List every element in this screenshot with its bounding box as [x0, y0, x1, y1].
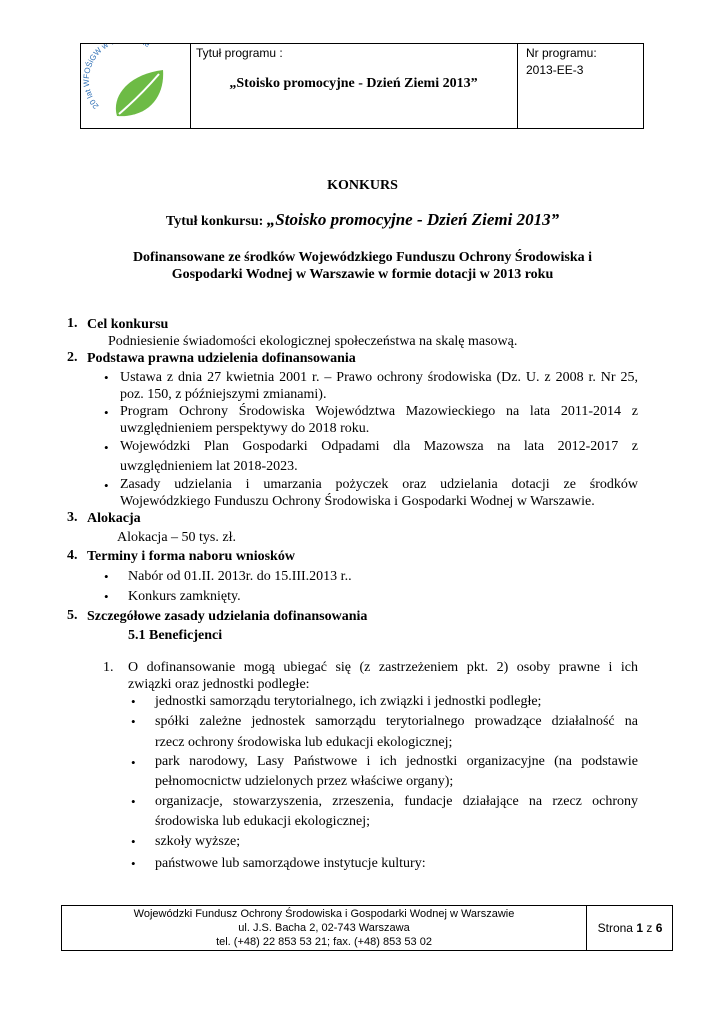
s2-item-3-line-2: uwzględnieniem lat 2018-2023. [120, 459, 298, 474]
section-5-title: Szczegółowe zasady udzielania dofinansowania [87, 609, 368, 624]
program-title-label: Tytuł programu : [196, 46, 283, 60]
bullet-icon: • [104, 589, 109, 604]
s5-item-3-line-2: pełnomocnictw udzielonych przez właściwe organy); [155, 774, 454, 789]
page-number-cell [587, 906, 673, 950]
bullet-icon: • [104, 478, 109, 493]
contest-title: „Stoisko promocyjne - Dzień Ziemi 2013” [266, 210, 560, 229]
footer-line-3: tel. (+48) 22 853 53 21; fax. (+48) 853 53 02 [216, 936, 432, 948]
s5-item-3-line-1: park narodowy, Lasy Państwowe i ich jednostki organizacyjne (na podstawie [155, 754, 638, 769]
bullet-icon: • [131, 834, 136, 849]
footer-line-1: Wojewódzki Fundusz Ochrony Środowiska i Gospodarki Wodnej w Warszawie [133, 908, 515, 920]
program-number-label: Nr programu: [526, 46, 597, 60]
s2-item-4-line-1: Zasady udzielania i umarzania pożyczek oraz udzielania dotacji ze środków [120, 477, 638, 492]
s5-item-4-line-2: środowiska lub edukacji ekologicznej; [155, 814, 370, 829]
section-3-title: Alokacja [87, 511, 141, 526]
s5-item-1: jednostki samorządu terytorialnego, ich związki i jednostki podległe; [155, 694, 542, 709]
section-1-text: Podniesienie świadomości ekologicznej społeczeństwa na skalę masową. [108, 334, 518, 349]
section-4-number: 4. [67, 548, 78, 563]
s5-item-2-line-1: spółki zależne jednostek samorządu terytorialnego prowadzące działalność na [155, 714, 638, 729]
s5-item-4-line-1: organizacje, stowarzyszenia, zrzeszenia, fundacje działające na rzecz ochrony [155, 794, 638, 809]
bullet-icon: • [104, 405, 109, 420]
page-total: 6 [655, 921, 663, 935]
bullet-icon: • [131, 694, 136, 709]
program-title-cell [190, 44, 518, 128]
s2-item-3-line-1: Wojewódzki Plan Gospodarki Odpadami dla Mazowsza na lata 2012-2017 z [120, 439, 638, 454]
program-number: 2013-EE-3 [526, 63, 584, 77]
s2-item-1-line-2: poz. 150, z późniejszymi zmianami). [120, 387, 327, 402]
bullet-icon: • [104, 370, 109, 385]
program-header-table [80, 43, 644, 129]
section-2-number: 2. [67, 350, 78, 365]
footer-address-cell [62, 906, 587, 950]
program-title: „Stoisko promocyjne - Dzień Ziemi 2013” [229, 76, 478, 91]
section-5-number: 5. [67, 608, 78, 623]
bullet-icon: • [104, 440, 109, 455]
page-heading: KONKURS [327, 178, 398, 193]
bullet-icon: • [131, 755, 136, 770]
program-number-cell [518, 44, 643, 128]
s2-item-4-line-2: Wojewódzkiego Funduszu Ochrony Środowiska i Gospodarki Wodnej w Warszawie. [120, 494, 595, 509]
section-1-number: 1. [67, 316, 78, 331]
s4-item-1: Nabór od 01.II. 2013r. do 15.III.2013 r.. [128, 569, 352, 584]
section-5-1-title: 5.1 Beneficjenci [128, 628, 223, 643]
bullet-icon: • [104, 569, 109, 584]
bullet-icon: • [131, 856, 136, 871]
s2-item-1-line-1: Ustawa z dnia 27 kwietnia 2001 r. – Prawo ochrony środowiska (Dz. U. z 2008 r. Nr 25, [120, 370, 638, 385]
logo-text: 20 lat WFOŚiGW w e [81, 44, 152, 111]
s2-item-2-line-2: uwzględnieniem perspektywy do 2018 roku. [120, 421, 370, 436]
s5-item-5: szkoły wyższe; [155, 834, 241, 849]
page-footer [61, 905, 673, 951]
section-2-title: Podstawa prawna udzielenia dofinansowania [87, 351, 356, 366]
s5-point-1-line-1: O dofinansowanie mogą ubiegać się (z zastrzeżeniem pkt. 2) osoby prawne i ich [128, 660, 638, 675]
footer-line-2: ul. J.S. Bacha 2, 02-743 Warszawa [238, 922, 410, 934]
page-of: z [643, 921, 656, 935]
bullet-icon: • [131, 714, 136, 729]
contest-title-line [0, 210, 725, 230]
s4-item-2: Konkurs zamknięty. [128, 589, 241, 604]
logo-cell [81, 44, 191, 128]
funding-line-1: Dofinansowane ze środków Wojewódzkiego Funduszu Ochrony Środowiska i [132, 250, 593, 265]
wfosigw-logo [81, 44, 190, 128]
bullet-icon: • [131, 794, 136, 809]
section-3-number: 3. [67, 510, 78, 525]
page-word: Strona [597, 921, 637, 935]
s5-item-6: państwowe lub samorządowe instytucje kultury: [155, 856, 426, 871]
section-4-title: Terminy i forma naboru wniosków [87, 549, 295, 564]
section-3-text: Alokacja – 50 tys. zł. [117, 530, 236, 545]
s5-item-2-line-2: rzecz ochrony środowiska lub edukacji ekologicznej; [155, 735, 453, 750]
contest-label: Tytuł konkursu: [165, 214, 267, 229]
s5-point-1-number: 1. [103, 660, 114, 675]
section-1-title: Cel konkursu [87, 317, 169, 332]
page-current: 1 [636, 921, 644, 935]
s5-point-1-line-2: związki oraz jednostki podległe: [128, 677, 310, 692]
funding-line-2: Gospodarki Wodnej w Warszawie w formie dotacji w 2013 roku [171, 267, 554, 282]
s2-item-2-line-1: Program Ochrony Środowiska Województwa Mazowieckiego na lata 2011-2014 z [120, 404, 638, 419]
